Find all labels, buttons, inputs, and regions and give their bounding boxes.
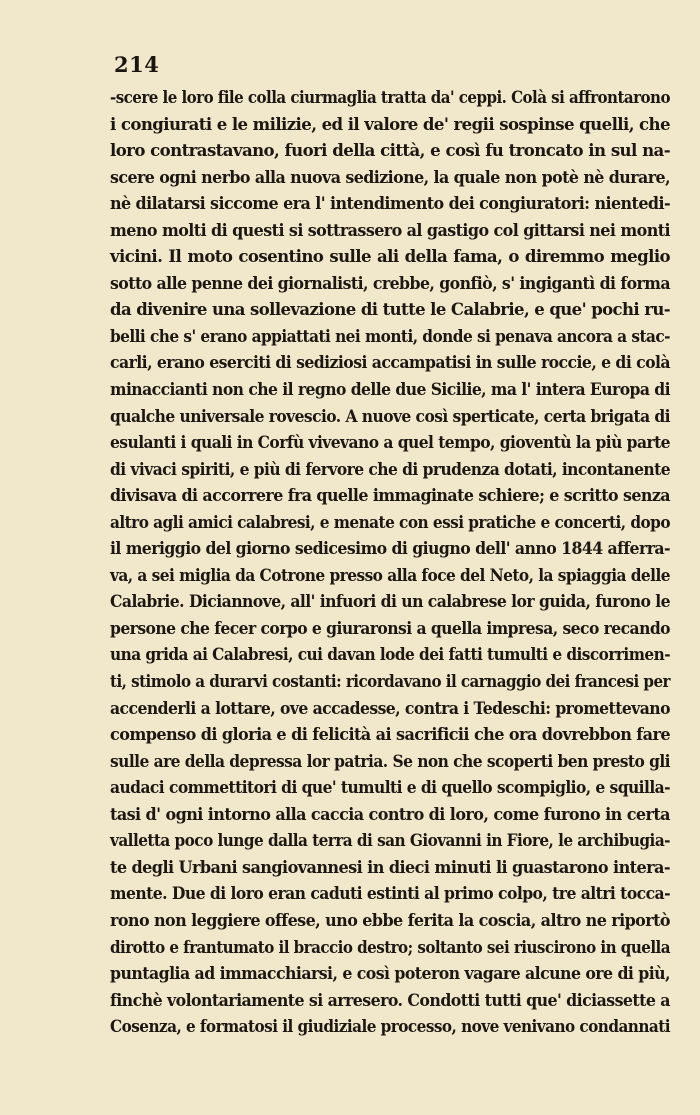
text-line: sotto alle penne dei giornalisti, crebbe, gonfiò, s' ingigantì di forma xyxy=(110,272,670,293)
text-line: accenderli a lottare, ove accadesse, contra i Tedeschi: promettevano xyxy=(110,697,670,718)
text-line: di vivaci spiriti, e più di fervore che di prudenza dotati, incontanente xyxy=(110,458,671,479)
text-line: ti, stimolo a durarvi costanti: ricordavano il carnaggio dei francesi per xyxy=(110,671,670,692)
text-line: divisava di accorrere fra quelle immaginate schiere; e scritto senza xyxy=(110,485,670,506)
text-line: finchè volontariamente si arresero. Condotti tutti que' diciassette a xyxy=(110,989,670,1010)
text-line: mente. Due di loro eran caduti estinti al primo colpo, tre altri tocca- xyxy=(110,883,671,904)
text-line: te degli Urbani sangiovannesi in dieci minuti li guastarono intera- xyxy=(110,856,670,877)
text-line: meno molti di questi si sottrassero al gastigo col gittarsi nei monti xyxy=(110,219,671,240)
text-line: va, a sei miglia da Cotrone presso alla foce del Neto, la spiaggia delle xyxy=(110,564,670,585)
text-line: sulle are della depressa lor patria. Se non che scoperti ben presto gli xyxy=(110,750,671,771)
body-text xyxy=(110,84,670,1040)
text-line: tasi d' ogni intorno alla caccia contro di loro, come furono in certa xyxy=(110,803,670,824)
text-line: rono non leggiere offese, uno ebbe ferita la coscia, altro ne riportò xyxy=(110,909,670,930)
text-line: Calabrie. Diciannove, all' infuori di un calabrese lor guida, furono le xyxy=(110,591,671,612)
text-line: compenso di gloria e di felicità ai sacrificii che ora dovrebbon fare xyxy=(110,724,670,745)
text-line: puntaglia ad immacchiarsi, e così poteron vagare alcune ore di più, xyxy=(110,963,670,984)
text-line: vicini. Il moto cosentino sulle ali della fama, o diremmo meglio xyxy=(110,246,670,267)
text-line: loro contrastavano, fuori della città, e così fu troncato in sul na- xyxy=(110,140,670,161)
text-line: Cosenza, e formatosi il giudiziale processo, nove venivano condannati xyxy=(110,1016,671,1037)
text-line: una grida ai Calabresi, cui davan lode dei fatti tumulti e discorrimen- xyxy=(110,644,671,665)
text-line: persone che fecer corpo e giuraronsi a quella impresa, seco recando xyxy=(110,617,671,638)
text-line: audaci commettitori di que' tumulti e di quello scompiglio, e squilla- xyxy=(110,777,671,798)
page-number: 214 xyxy=(114,52,160,77)
text-line: il meriggio del giorno sedicesimo di giugno dell' anno 1844 afferra- xyxy=(110,538,671,559)
text-line: belli che s' erano appiattati nei monti, donde si penava ancora a stac- xyxy=(110,325,670,346)
text-line: -scere le loro file colla ciurmaglia tratta da' ceppi. Colà si affrontarono xyxy=(110,87,670,107)
text-line: i congiurati e le milizie, ed il valore de' regii sospinse quelli, che xyxy=(110,113,670,134)
text-line: valletta poco lunge dalla terra di san Giovanni in Fiore, le archibugia- xyxy=(110,830,670,851)
text-line: scere ogni nerbo alla nuova sedizione, la quale non potè nè durare, xyxy=(110,166,671,187)
text-line: dirotto e frantumato il braccio destro; soltanto sei riuscirono in quella xyxy=(110,936,671,957)
text-line: carli, erano eserciti di sediziosi accampatisi in sulle roccie, e di colà xyxy=(110,352,671,373)
text-line: nè dilatarsi siccome era l' intendimento dei congiuratori: nientedi- xyxy=(110,193,670,214)
text-line: da divenire una sollevazione di tutte le Calabrie, e que' pochi ru- xyxy=(110,299,671,320)
text-line: qualche universale rovescio. A nuove così sperticate, certa brigata di xyxy=(110,405,671,426)
text-line: altro agli amici calabresi, e menate con essi pratiche e concerti, dopo xyxy=(110,511,671,532)
text-line: esulanti i quali in Corfù vivevano a quel tempo, gioventù la più parte xyxy=(110,432,670,453)
text-line: minaccianti non che il regno delle due Sicilie, ma l' intera Europa di xyxy=(110,379,671,400)
